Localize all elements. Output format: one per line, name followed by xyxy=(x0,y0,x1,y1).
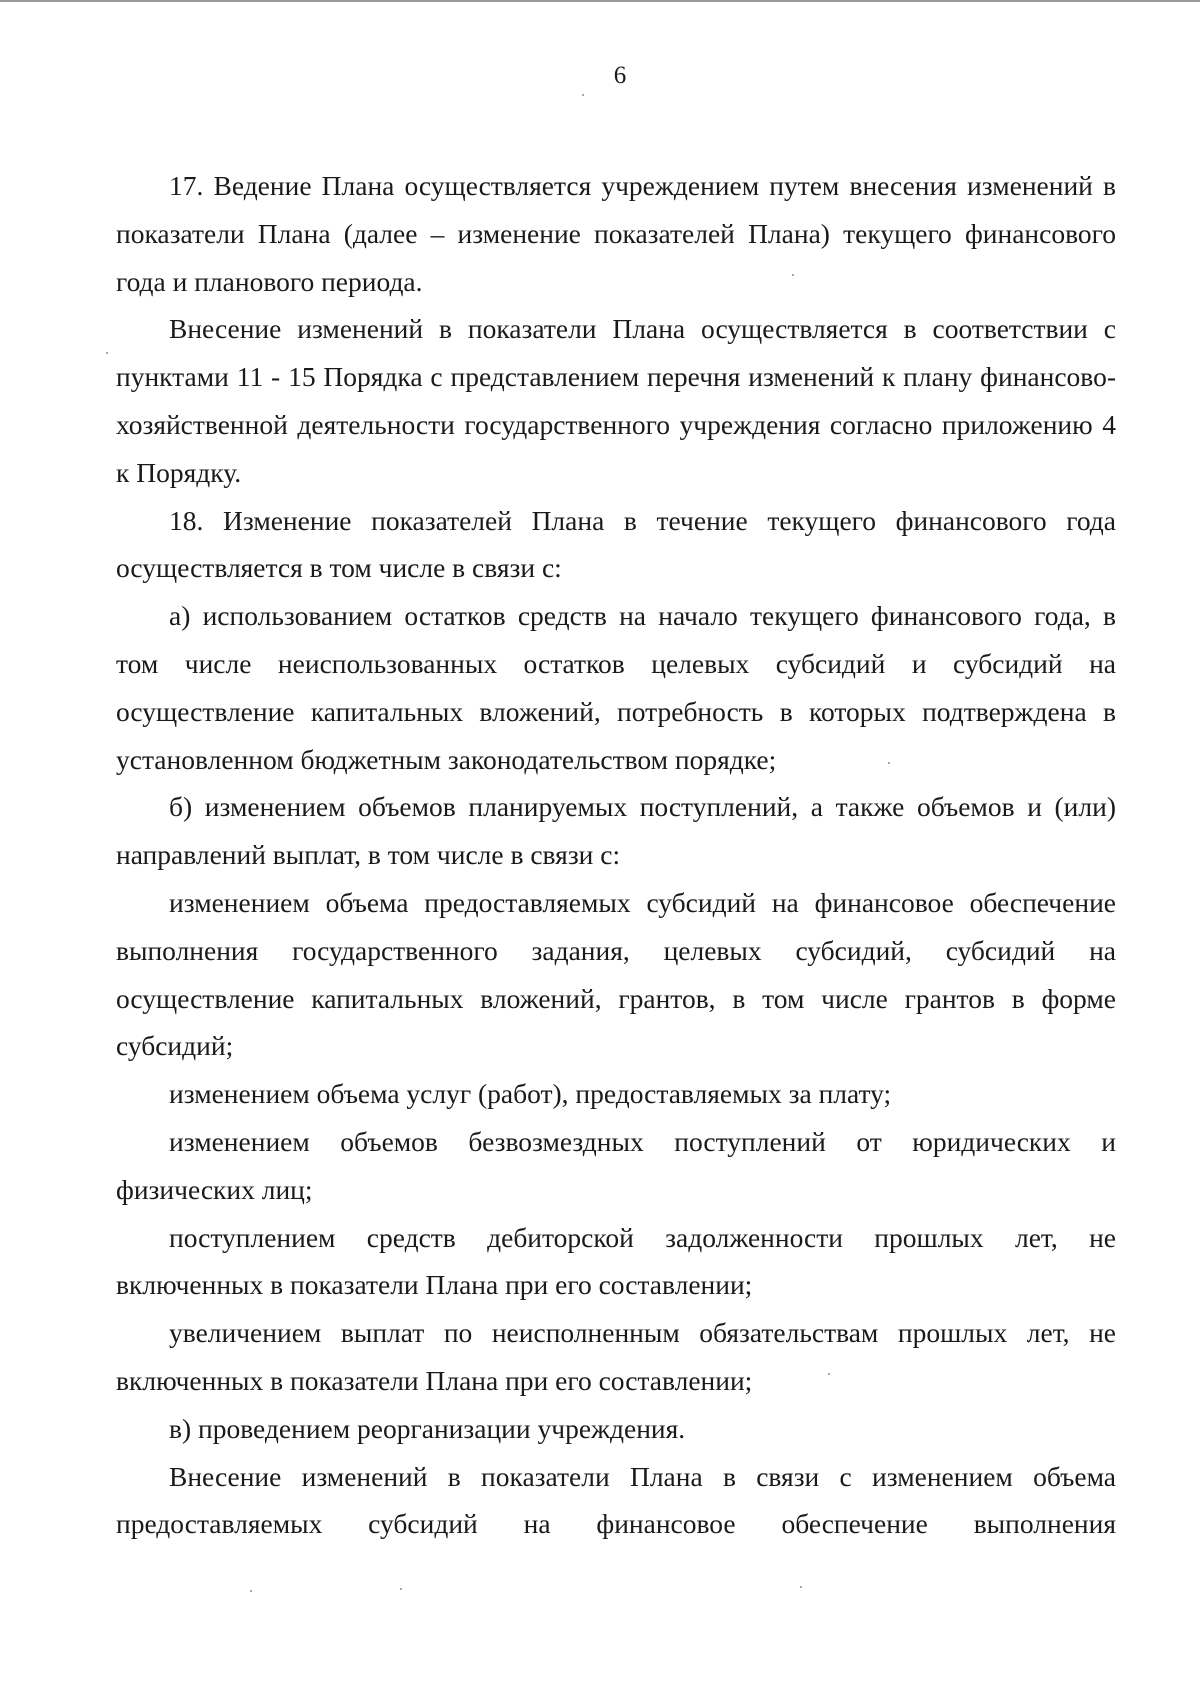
scan-speck xyxy=(400,1588,402,1590)
paragraph-changes-procedure: Внесение изменений в показатели Плана осуществляется в соответствии с пунктами 11 - 15 Порядка с представлением перечня изменений к плану финансово-хозяйственной деятельности государственного учреждения согласно приложению 4 к Порядку. xyxy=(116,313,1116,488)
paragraph-unfulfilled-obligations: увеличением выплат по неисполненным обязательствам прошлых лет, не включенных в показатели Плана при его составлении; xyxy=(116,1317,1116,1396)
paragraph-subsidy-volume: изменением объема предоставляемых субсидий на финансовое обеспечение выполнения государственного задания, целевых субсидий, субсидий на осуществление капитальных вложений, грантов, в том числе грантов в форме субсидий; xyxy=(116,886,1116,1062)
scan-speck xyxy=(106,352,108,354)
scan-speck xyxy=(800,1586,802,1588)
paragraph-item-v: в) проведением реорганизации учреждения. xyxy=(169,1412,686,1444)
scan-speck xyxy=(250,1590,252,1592)
document-body xyxy=(116,162,1116,1548)
paragraph-17: 17. Ведение Плана осуществляется учреждением путем внесения изменений в показатели Плана (далее – изменение показателей Плана) текущего финансового года и планового периода. xyxy=(116,170,1116,297)
paragraph-paid-services: изменением объема услуг (работ), предоставляемых за плату; xyxy=(169,1078,892,1110)
scan-speck xyxy=(888,762,890,764)
scan-speck xyxy=(828,1373,830,1375)
paragraph-subsidy-changes: Внесение изменений в показатели Плана в связи с изменением объема предоставляемых субсидий на финансовое обеспечение выполнения xyxy=(116,1460,1116,1540)
paragraph-receivables: поступлением средств дебиторской задолженности прошлых лет, не включенных в показатели Плана при его составлении; xyxy=(116,1221,1116,1301)
paragraph-18: 18. Изменение показателей Плана в течение текущего финансового года осуществляется в том числе в связи с: xyxy=(116,504,1116,584)
paragraph-item-b: б) изменением объемов планируемых поступлений, а также объемов и (или) направлений выплат, в том числе в связи с: xyxy=(116,791,1116,871)
scan-speck xyxy=(792,274,794,276)
paragraph-item-a: а) использованием остатков средств на начало текущего финансового года, в том числе неиспользованных остатков целевых субсидий и субсидий на осуществление капитальных вложений, потребность в которых подтверждена в установленном бюджетным законодательством порядке; xyxy=(116,600,1116,775)
scan-speck xyxy=(582,94,584,96)
paragraph-gratuitous-receipts: изменением объемов безвозмездных поступлений от юридических и физических лиц; xyxy=(116,1125,1116,1205)
page-top-edge xyxy=(0,0,1200,2)
page-number: 6 xyxy=(613,62,627,89)
